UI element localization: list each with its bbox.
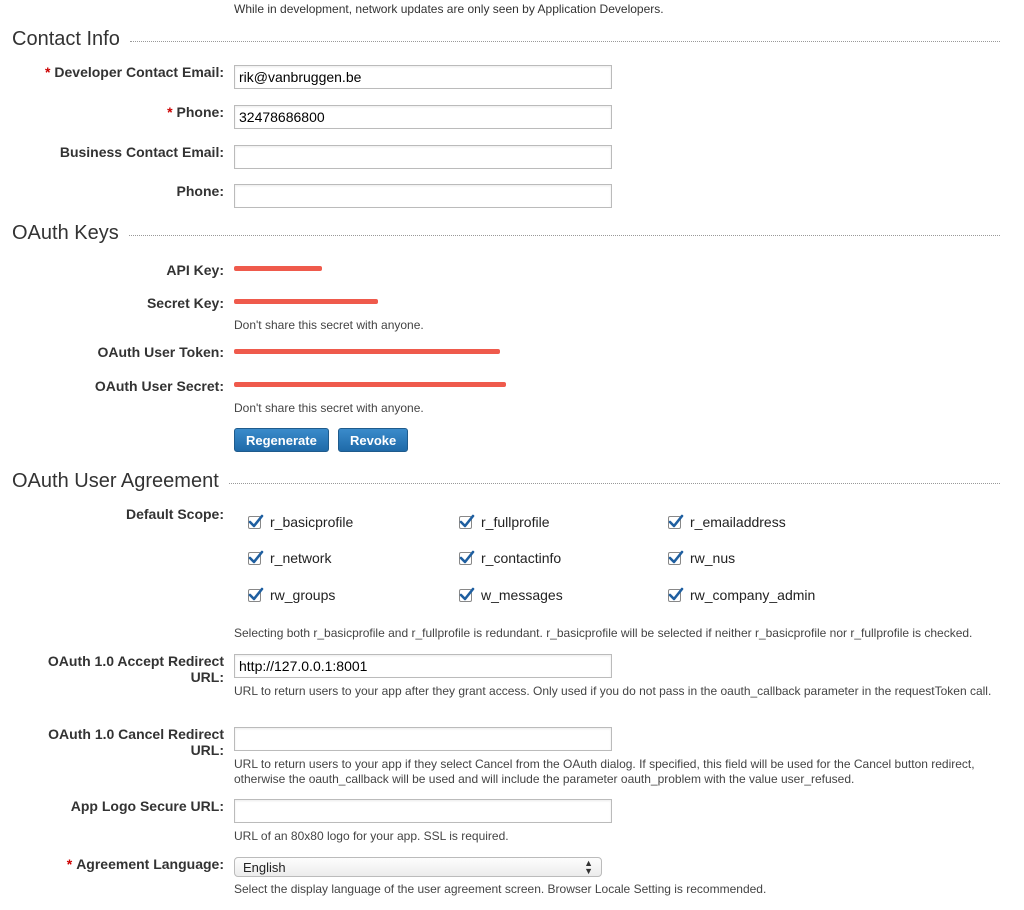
scope-item-r_fullprofile[interactable] <box>459 514 549 530</box>
checkmark-icon <box>248 550 264 566</box>
checkmark-icon <box>459 550 475 566</box>
user-secret-redacted-value <box>234 382 506 387</box>
scope-label: r_fullprofile <box>481 514 550 530</box>
agreement-section-header <box>12 470 1000 493</box>
oauth-keys-section-header <box>12 222 1000 245</box>
accept-redirect-input[interactable] <box>234 654 612 678</box>
select-arrows-icon: ▲ ▼ <box>584 858 593 876</box>
scope-item-w_messages[interactable] <box>459 587 563 603</box>
required-marker: * <box>44 64 51 80</box>
revoke-button[interactable]: Revoke <box>338 428 408 452</box>
cancel-redirect-hint: URL to return users to your app if they select Cancel from the OAuth dialog. If specified, this field will be used for the Cancel button redirect, otherwise the oauth_callback will be used and will include the parameter oauth_problem with the value user_refused. <box>234 757 975 786</box>
scope-checkbox[interactable] <box>459 589 472 602</box>
checkmark-icon <box>248 587 264 603</box>
scope-label: rw_groups <box>270 587 336 603</box>
section-divider <box>129 235 1000 236</box>
contact-info-section-header <box>12 28 1000 51</box>
accept-redirect-label: OAuth 1.0 Accept Redirect URL: <box>47 653 224 685</box>
scope-checkbox[interactable] <box>248 589 261 602</box>
api-key-label: API Key: <box>166 262 224 278</box>
developer-email-label <box>24 64 224 80</box>
scope-checkbox[interactable] <box>248 552 261 565</box>
agreement-language-value: English <box>243 859 286 875</box>
user-secret-label: OAuth User Secret: <box>94 378 224 394</box>
checkmark-icon <box>459 514 475 530</box>
scope-label: rw_nus <box>690 550 736 566</box>
section-title-contact-info: Contact Info <box>12 28 120 50</box>
accept-redirect-hint: URL to return users to your app after they grant access. Only used if you do not pass in the oauth_callback parameter in the requestToken call. <box>234 684 992 698</box>
agreement-language-hint: Select the display language of the user agreement screen. Browser Locale Setting is recommended. <box>234 882 767 896</box>
secret-key-label: Secret Key: <box>146 295 224 311</box>
scope-label: rw_company_admin <box>690 587 816 603</box>
logo-url-label: App Logo Secure URL: <box>70 798 224 814</box>
user-secret-hint: Don't share this secret with anyone. <box>234 401 424 415</box>
phone-input[interactable] <box>234 105 612 129</box>
business-email-input[interactable] <box>234 145 612 169</box>
section-title-oauth-keys: OAuth Keys <box>12 222 119 244</box>
developer-email-input[interactable] <box>234 65 612 89</box>
phone-label-text: Phone: <box>176 104 224 120</box>
checkmark-icon <box>668 587 684 603</box>
business-phone-label: Phone: <box>176 183 224 199</box>
checkmark-icon <box>248 514 264 530</box>
checkmark-icon <box>459 587 475 603</box>
scope-item-rw_nus[interactable] <box>668 550 735 566</box>
agreement-language-select[interactable] <box>234 857 602 877</box>
scope-hint: Selecting both r_basicprofile and r_fullprofile is redundant. r_basicprofile will be selected if neither r_basicprofile nor r_fullprofile is checked. <box>234 626 973 640</box>
scope-label: r_contactinfo <box>481 550 562 566</box>
regenerate-button[interactable]: Regenerate <box>234 428 329 452</box>
logo-url-hint: URL of an 80x80 logo for your app. SSL is required. <box>234 829 509 843</box>
user-token-redacted-value <box>234 349 500 354</box>
api-key-redacted-value <box>234 266 322 271</box>
scope-label: r_network <box>270 550 332 566</box>
scope-checkbox[interactable] <box>668 516 681 529</box>
default-scope-label: Default Scope: <box>125 506 224 522</box>
scope-item-r_emailaddress[interactable] <box>668 514 786 530</box>
logo-url-input[interactable] <box>234 799 612 823</box>
scope-label: r_emailaddress <box>690 514 786 530</box>
phone-label <box>24 104 224 120</box>
scope-label: w_messages <box>481 587 563 603</box>
scope-checkbox[interactable] <box>668 589 681 602</box>
scope-label: r_basicprofile <box>270 514 354 530</box>
section-divider <box>229 483 1000 484</box>
user-token-label: OAuth User Token: <box>97 344 224 360</box>
required-marker: * <box>66 856 73 872</box>
dev-note: While in development, network updates are only seen by Application Developers. <box>234 2 664 16</box>
business-phone-input[interactable] <box>234 184 612 208</box>
scope-checkbox[interactable] <box>459 552 472 565</box>
secret-key-hint: Don't share this secret with anyone. <box>234 318 424 332</box>
agreement-language-label-text: Agreement Language: <box>76 856 224 872</box>
section-title-user-agreement: OAuth User Agreement <box>12 470 219 492</box>
section-divider <box>130 41 1000 42</box>
scope-item-r_basicprofile[interactable] <box>248 514 353 530</box>
scope-item-rw_company_admin[interactable] <box>668 587 815 603</box>
scope-item-r_contactinfo[interactable] <box>459 550 561 566</box>
scope-checkbox[interactable] <box>459 516 472 529</box>
required-marker: * <box>167 104 173 120</box>
agreement-language-label <box>24 856 224 872</box>
scope-checkbox[interactable] <box>668 552 681 565</box>
checkmark-icon <box>668 514 684 530</box>
scope-item-r_network[interactable] <box>248 550 331 566</box>
checkmark-icon <box>668 550 684 566</box>
secret-key-redacted-value <box>234 299 378 304</box>
developer-email-label-text: Developer Contact Email: <box>54 64 224 80</box>
business-email-label: Business Contact Email: <box>59 144 224 160</box>
scope-item-rw_groups[interactable] <box>248 587 335 603</box>
cancel-redirect-label: OAuth 1.0 Cancel Redirect URL: <box>48 726 224 758</box>
cancel-redirect-input[interactable] <box>234 727 612 751</box>
scope-checkbox[interactable] <box>248 516 261 529</box>
